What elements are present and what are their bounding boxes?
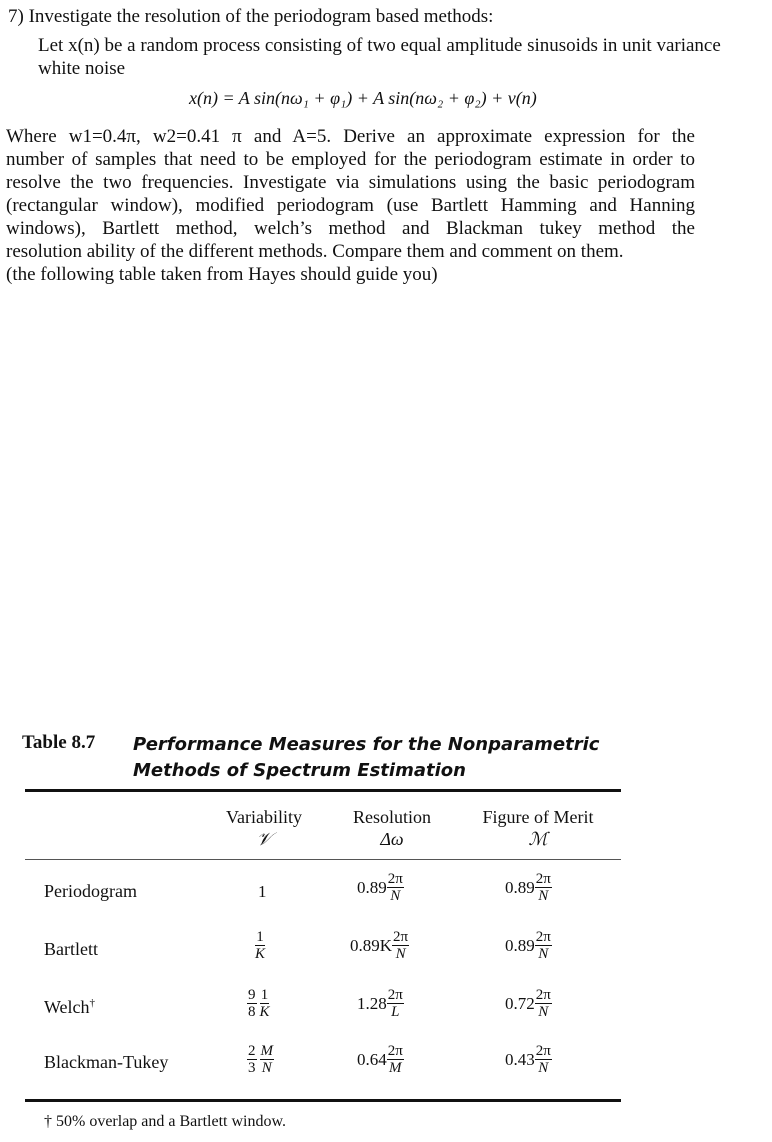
question-title: 7) Investigate the resolution of the periodogram based methods:: [8, 6, 494, 27]
coef: 1.28: [357, 993, 387, 1013]
header-symbol: Δω: [380, 829, 404, 849]
figure-of-merit-periodogram: [505, 871, 552, 904]
question-intro-line-1: Let x(n) be a random process consisting of two equal amplitude sinusoids in unit variance: [38, 35, 721, 56]
denominator: K: [255, 946, 266, 962]
numerator: 2π: [535, 929, 551, 945]
header-symbol: 𝒱: [256, 829, 272, 849]
resolution-bartlett: [350, 929, 409, 962]
numerator: 2π: [535, 871, 551, 887]
fraction: [260, 1043, 275, 1076]
row-label-periodogram: Periodogram: [44, 881, 137, 901]
header-figure-of-merit: [468, 806, 608, 850]
denominator: N: [538, 1004, 549, 1020]
fraction: [247, 1043, 257, 1076]
coef: 0.89: [505, 935, 535, 955]
table-caption-line-2: Methods of Spectrum Estimation: [133, 760, 466, 781]
denominator: L: [391, 1004, 400, 1020]
body-line: resolution ability of the different methods. Compare them and comment on them.: [6, 241, 624, 262]
denominator: 3: [248, 1060, 256, 1076]
table-bottom-rule: [25, 1099, 621, 1102]
table-footnote: † 50% overlap and a Bartlett window.: [44, 1113, 287, 1130]
numerator: 2: [248, 1043, 256, 1059]
body-line: Where w1=0.4π, w2=0.41 π and A=5. Derive an approximate expression for the: [6, 126, 695, 147]
table-caption: [133, 732, 599, 784]
header-resolution: [340, 806, 444, 850]
denominator: 8: [248, 1004, 256, 1020]
fraction: [392, 929, 409, 962]
header-label: Figure of Merit: [482, 807, 594, 827]
coef: 0.89: [357, 877, 387, 897]
numerator: 2π: [387, 871, 403, 887]
signal-formula: x(n) = A sin(nω₁ + φ₁) + A sin(nω₂ + φ₂) + v(n): [189, 88, 537, 108]
fraction: [255, 929, 265, 962]
resolution-welch: [357, 987, 404, 1020]
method-name: Welch: [44, 997, 90, 1017]
coef: 0.43: [505, 1049, 535, 1069]
variability-periodogram: 1: [258, 882, 267, 901]
variability-blackman-tukey: [247, 1043, 274, 1076]
numerator: M: [260, 1043, 273, 1059]
numerator: 2π: [393, 929, 409, 945]
denominator: N: [390, 888, 401, 904]
resolution-blackman-tukey: [357, 1043, 404, 1076]
denominator: K: [259, 1004, 270, 1020]
row-label-bartlett: Bartlett: [44, 939, 98, 959]
numerator: 2π: [535, 987, 551, 1003]
coef: 0.89K: [350, 935, 393, 955]
footnote-marker: †: [89, 997, 96, 1009]
row-label-welch: [44, 997, 95, 1018]
numerator: 9: [248, 987, 256, 1003]
figure-of-merit-welch: [505, 987, 552, 1020]
resolution-periodogram: [357, 871, 404, 904]
fraction: [387, 1043, 404, 1076]
coef: 0.64: [357, 1049, 387, 1069]
denominator: N: [538, 888, 549, 904]
figure-of-merit-bartlett: [505, 929, 552, 962]
body-line: windows), Bartlett method, welch’s method and Blackman tukey method the: [6, 218, 695, 239]
fraction: [247, 987, 257, 1020]
fraction: [535, 987, 552, 1020]
fraction: [535, 871, 552, 904]
denominator: N: [395, 946, 406, 962]
header-variability: [212, 806, 316, 850]
numerator: 1: [256, 929, 264, 945]
header-label: Resolution: [352, 807, 431, 827]
table-header-rule: [25, 859, 621, 860]
body-line: resolve the two frequencies. Investigate via simulations using the basic periodogram: [6, 172, 695, 193]
fraction: [535, 1043, 552, 1076]
numerator: 1: [260, 987, 269, 1003]
denominator: M: [389, 1060, 402, 1076]
coef: 0.72: [505, 993, 535, 1013]
variability-welch: [247, 987, 270, 1020]
body-line: (the following table taken from Hayes should guide you): [6, 264, 438, 285]
table-number: Table 8.7: [22, 732, 96, 753]
table-caption-line-1: Performance Measures for the Nonparametric: [133, 734, 600, 755]
header-symbol: ℳ: [528, 829, 548, 849]
variability-bartlett: [255, 929, 265, 962]
fraction: [535, 929, 552, 962]
fraction: [260, 987, 270, 1020]
body-line: number of samples that need to be employed for the periodogram estimate in order to: [6, 149, 695, 170]
fraction: [387, 871, 404, 904]
question-intro-line-2: white noise: [38, 58, 126, 79]
table-top-rule: [25, 789, 621, 792]
denominator: N: [261, 1060, 272, 1076]
denominator: N: [538, 1060, 549, 1076]
figure-of-merit-blackman-tukey: [505, 1043, 552, 1076]
row-label-blackman-tukey: Blackman-Tukey: [44, 1052, 169, 1072]
denominator: N: [538, 946, 549, 962]
header-label: Variability: [226, 807, 302, 827]
question-body: [6, 125, 695, 286]
coef: 0.89: [505, 877, 535, 897]
fraction: [387, 987, 404, 1020]
numerator: 2π: [387, 1043, 403, 1059]
numerator: 2π: [535, 1043, 551, 1059]
body-line: (rectangular window), modified periodogram (use Bartlett Hamming and Hanning: [6, 195, 695, 216]
numerator: 2π: [387, 987, 403, 1003]
